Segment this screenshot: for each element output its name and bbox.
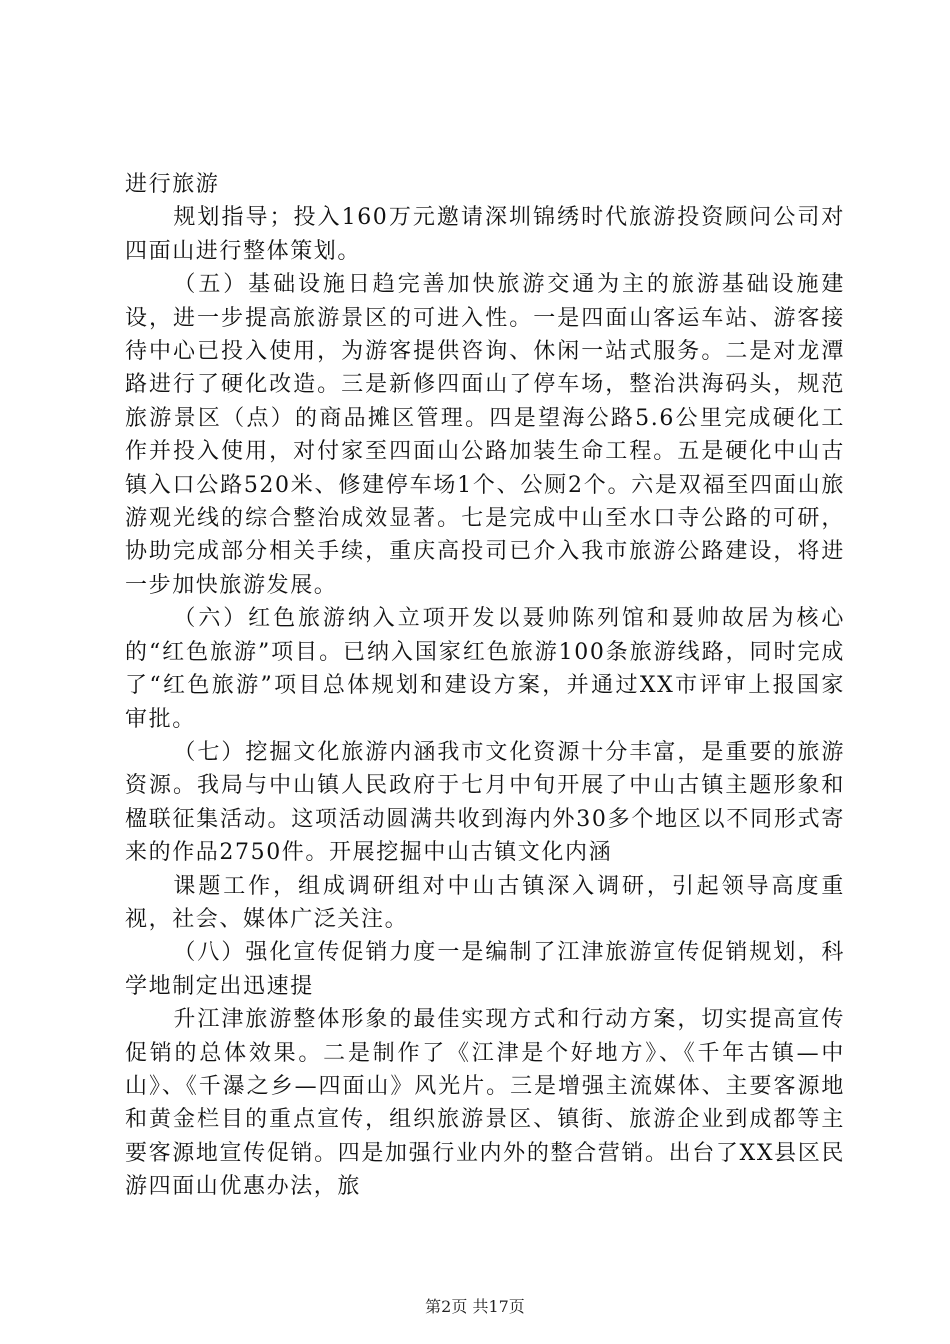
paragraph-7: （八）强化宣传促销力度一是编制了江津旅游宣传促销规划，科学地制定出迅速提 bbox=[125, 940, 845, 999]
paragraph-1: 进行旅游 bbox=[125, 172, 220, 197]
paragraph-3: （五）基础设施日趋完善加快旅游交通为主的旅游基础设施建设，进一步提高旅游景区的可进入性。一是四面山客运车站、游客接待中心已投入使用，为游客提供咨询、休闲一站式服务。二是对龙潭路进行了硬化改造。三是新修四面山了停车场，整治洪海码头，规范旅游景区（点）的商品摊区管理。四是望海公路5.6公里完成硬化工作并投入使用，对付家至四面山公路加装生命工程。五是硬化中山古镇入口公路520米、修建停车场1个、公厕2个。六是双福至四面山旅游观光线的综合整治成效显著。七是完成中山至水口寺公路的可研，协助完成部分相关手续，重庆高投司已介入我市旅游公路建设，将进一步加快旅游发展。 bbox=[125, 272, 845, 598]
paragraph-2: 规划指导；投入160万元邀请深圳锦绣时代旅游投资顾问公司对四面山进行整体策划。 bbox=[125, 205, 845, 264]
paragraph-5: （七）挖掘文化旅游内涵我市文化资源十分丰富，是重要的旅游资源。我局与中山镇人民政府于七月中旬开展了中山古镇主题形象和楹联征集活动。这项活动圆满共收到海内外30多个地区以不同形式寄来的作品2750件。开展挖掘中山古镇文化内涵 bbox=[125, 739, 845, 866]
paragraph-6: 课题工作，组成调研组对中山古镇深入调研，引起领导高度重视，社会、媒体广泛关注。 bbox=[125, 873, 845, 932]
paragraph-4: （六）红色旅游纳入立项开发以聂帅陈列馆和聂帅故居为核心的“红色旅游”项目。已纳入国家红色旅游100条旅游线路，同时完成了“红色旅游”项目总体规划和建设方案，并通过XX市评审上报国家审批。 bbox=[125, 606, 845, 732]
document-body bbox=[125, 168, 845, 1204]
page-number-footer: 第2页 共17页 bbox=[425, 1297, 525, 1316]
paragraph-8: 升江津旅游整体形象的最佳实现方式和行动方案，切实提高宣传促销的总体效果。二是制作了《江津是个好地方》、《千年古镇—中山》、《千瀑之乡—四面山》风光片。三是增强主流媒体、主要客源地和黄金栏目的重点宣传，组织旅游景区、镇街、旅游企业到成都等主要客源地宣传促销。四是加强行业内外的整合营销。出台了XX县区民游四面山优惠办法，旅 bbox=[125, 1007, 845, 1200]
